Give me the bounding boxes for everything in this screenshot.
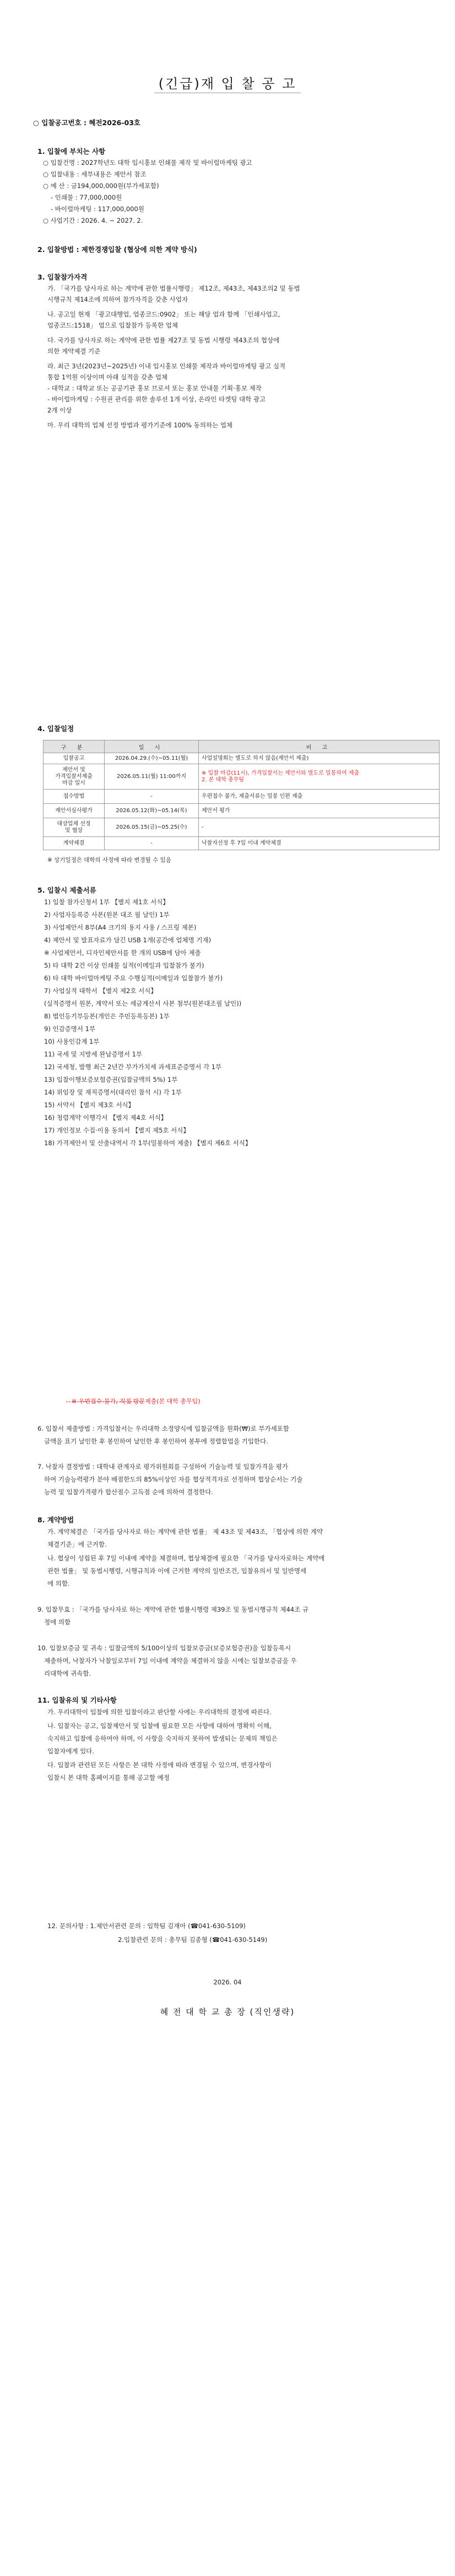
s8-line: 에 의함. bbox=[47, 1580, 70, 1587]
section-1-heading: 1. 입찰에 부치는 사항 bbox=[37, 147, 106, 155]
s9-line: 정에 의함 bbox=[44, 1618, 71, 1626]
s3-line: 나. 공고일 현재 「광고대행업, 업종코드:0902」 또는 해당 업과 함께 「인쇄사업고, bbox=[47, 310, 280, 318]
s1-line: - 인쇄물 : 77,000,000원 bbox=[51, 194, 122, 201]
s5-line: 1) 입찰 참가신청서 1부 【별지 제1호 서식】 bbox=[44, 898, 169, 906]
s5-line: 9) 인감증명서 1부 bbox=[44, 1025, 96, 1033]
cell-date: 2026.04.29.(수)~05.11(월) bbox=[105, 753, 199, 764]
cell-date: 2026.05.15(금)~05.25(수) bbox=[105, 818, 199, 837]
cell-note: 낙찰자선정 후 7일 이내 계약체결 bbox=[199, 837, 440, 850]
column-header: 일 시 bbox=[105, 740, 199, 753]
s12-line: 12. 문의사항 : 1.제안서관련 문의 : 입학팀 김재아 (☎041-630-5109) bbox=[47, 1922, 246, 1930]
s5-line: 6) 타 대학 바이럴마케팅 주요 수행실적(이메일과 입찰참가 불가) bbox=[44, 974, 223, 982]
page-title: (긴급)재 입 찰 공 고 bbox=[158, 76, 297, 92]
section-8-heading: 8. 계약방법 bbox=[37, 1516, 74, 1524]
section-11-heading: 11. 입찰유의 및 기타사항 bbox=[37, 1696, 117, 1704]
s5-line: 16) 청렴계약 이행각서 【별지 제4호 서식】 bbox=[44, 1114, 167, 1121]
section-3-heading: 3. 입찰참가자격 bbox=[37, 273, 88, 281]
s6-line: 6. 입찰서 제출방법 : 가격입찰서는 우리대학 소정양식에 입찰금액을 원화(₩)로 부가세포함 bbox=[37, 1425, 289, 1432]
table-row bbox=[44, 837, 440, 850]
s1-line: ○ 입찰내용 : 세부내용은 제안서 참조 bbox=[43, 170, 147, 178]
cell-date: - bbox=[105, 837, 199, 850]
s3-line: 마. 우리 대학의 업체 선정 방법과 평가기준에 100% 동의하는 업체 bbox=[47, 421, 233, 429]
s1-line: - 바이럴마케팅 : 117,000,000원 bbox=[51, 205, 144, 213]
s10-line: 리대학에 귀속함. bbox=[44, 1670, 91, 1677]
cell-category: 대상업체 선정 및 협상 bbox=[44, 818, 105, 837]
s5-line: 12) 국세청, 발행 최근 2년간 부가가치세 과세표준증명서 각 1부 bbox=[44, 1063, 222, 1071]
section-5-heading: 5. 입찰시 제출서류 bbox=[37, 886, 96, 894]
s7-line: 능력 및 입찰가격평가 합산점수 고득점 순에 의하여 결정한다. bbox=[44, 1488, 213, 1496]
cell-category: 접수방법 bbox=[44, 790, 105, 804]
table-header-row bbox=[44, 740, 440, 753]
cell-date: 2026.05.12(화)~05.14(목) bbox=[105, 804, 199, 818]
section-4-heading: 4. 입찰일정 bbox=[37, 724, 74, 733]
signer: 혜 전 대 학 교 총 장 (직인생략) bbox=[160, 2007, 295, 2017]
cell-note: 사업설명회는 별도로 하지 않음(제안서 제출) bbox=[199, 753, 440, 764]
s11-line: 입찰자에게 있다. bbox=[47, 1747, 95, 1755]
s7-line: 하여 기술능력평가 분야 배점한도의 85%이상인 자를 협상적격자로 선정하며 협상순서는 기술 bbox=[44, 1475, 303, 1483]
cell-date: - bbox=[105, 790, 199, 804]
red-note: ※ 우편접수 불가, 직접 방문제출(본 대학 총무팀) bbox=[72, 1398, 201, 1405]
table-row bbox=[44, 790, 440, 804]
s3-line: 통합 1억원 이상이며 아래 실적을 갖춘 업체 bbox=[47, 373, 168, 381]
column-header: 구 분 bbox=[44, 740, 105, 753]
s3-line: 업종코드:1518」 업으로 입찰참가 등록한 업체 bbox=[47, 321, 178, 329]
s3-line: 의한 계약제결 기준 bbox=[47, 347, 101, 355]
s5-line: 2) 사업자등록증 사본(원본 대조 필 날인) 1부 bbox=[44, 911, 170, 919]
s3-line: 라. 최근 3년(2023년~2025년) 이내 입시홍보 인쇄물 제작과 바이럴마케팅 광고 실적 bbox=[47, 362, 286, 370]
cell-category: 계약체결 bbox=[44, 837, 105, 850]
s3-line: 2개 이상 bbox=[47, 406, 72, 414]
s3-line: - 대학교 : 대학교 또는 공공기관 홍보 브로셔 또는 홍보 안내물 기획·홍보 제작 bbox=[47, 384, 262, 392]
cell-date: 2026.05.11(월) 11:00까지 bbox=[105, 764, 199, 790]
cell-category: 제안서심사평가 bbox=[44, 804, 105, 818]
s8-line: 가. 계약체결은 「국가를 당사자로 하는 계약에 관한 법률」 제 43조 및 제43조, 「협상에 의한 계약 bbox=[47, 1528, 323, 1536]
s1-line: ○ 사업기간 : 2026. 4. ~ 2027. 2. bbox=[43, 217, 143, 224]
cell-note: 우편접수 불가, 제출서류는 밀봉 인편 제출 bbox=[199, 790, 440, 804]
section-2-heading: 2. 입찰방법 : 제한경쟁입찰 (협상에 의한 계약 방식) bbox=[37, 245, 197, 254]
s11-line: 다. 입찰과 관련된 모든 사항은 본 대학 사정에 따라 변경될 수 있으며, 변경사항이 bbox=[47, 1761, 272, 1769]
s10-line: 제출하며, 낙찰자가 낙찰일로부터 7일 이내에 계약을 체결하지 않을 시에는 입찰보증금을 우 bbox=[44, 1657, 297, 1665]
s5-line: ※ 사업제안서, 디자인제안서를 한 개의 USB에 담아 제출 bbox=[44, 949, 201, 957]
cell-note: 제안서 평가 bbox=[199, 804, 440, 818]
s5-line: 13) 입찰이행보증보험증권(입찰금액의 5%) 1부 bbox=[44, 1076, 178, 1083]
announcement-date: 2026. 04 bbox=[213, 1978, 242, 1986]
s9-line: 9. 입찰무효 : 「국가를 당사자로 하는 계약에 관한 법률시행령 제39조 및 동법시행규칙 제44조 규 bbox=[37, 1606, 308, 1613]
cell-category: 입찰공고 bbox=[44, 753, 105, 764]
s12-line: 2.입찰관련 문의 : 총무팀 김종형 (☎041-630-5149) bbox=[118, 1936, 268, 1944]
s5-line: 17) 개인정보 수집·이용 동의서 【별지 제5호 서식】 bbox=[44, 1126, 189, 1134]
s5-line: 5) 타 대학 2건 이상 인쇄물 실적(이메일과 입찰참가 불가) bbox=[44, 962, 204, 969]
table-row bbox=[44, 818, 440, 837]
s5-line: 10) 사용인감계 1부 bbox=[44, 1038, 100, 1045]
s5-line: 7) 사업실적 대학서 【별지 제2호 서식】 bbox=[44, 987, 157, 995]
notice-number: ○ 입찰공고번호 : 혜전2026-03호 bbox=[33, 119, 141, 127]
table-row bbox=[44, 753, 440, 764]
s5-line: 11) 국세 및 지방세 완납증명서 1부 bbox=[44, 1050, 143, 1058]
s3-line: - 바이럴마케팅 : 수원권 관리를 위한 솔루션 1개 이상, 온라인 타겟팅 대학 광고 bbox=[47, 395, 266, 403]
schedule-table bbox=[43, 740, 440, 850]
s5-line: (실적증명서 원본, 계약서 또는 세금계산서 사본 첨부(원본대조필 날인)) bbox=[44, 1000, 242, 1007]
s11-line: 숙지하고 입찰에 응하여야 하며, 이 사항을 숙지하지 못하여 발생되는 문제의 책임은 bbox=[47, 1735, 278, 1742]
column-header: 비 고 bbox=[199, 740, 440, 753]
s5-line: 14) 위임장 및 재직증명서(대리인 참석 시) 각 1부 bbox=[44, 1088, 182, 1096]
s1-line: ○ 예 산 : 금194,000,000원(부가세포함) bbox=[43, 182, 159, 190]
s5-line: 3) 사업제안서 8부(A4 크기의 용지 사용 / 스프링 제본) bbox=[44, 924, 197, 931]
s5-line: 4) 제안서 및 발표자료가 담긴 USB 1개(공간에 업체명 기재) bbox=[44, 936, 212, 944]
s3-line: 가. 「국가를 당사자로 하는 계약에 관한 법률시행령」 제12조, 제43조, 제43조의2 및 동법 bbox=[47, 285, 300, 292]
s11-line: 가. 우리대학이 입찰에 의한 입찰이라고 판단할 사에는 우리대학의 결정에 따른다. bbox=[47, 1708, 272, 1716]
table-row bbox=[44, 804, 440, 818]
schedule-note: ※ 상기일정은 대학의 사정에 따라 변경될 수 있음 bbox=[47, 857, 171, 863]
s6-line: 금액을 표기 날인한 후 봉인하여 날인한 후 봉인하여 봉투에 정렬합업을 기입한다. bbox=[44, 1437, 268, 1445]
s5-line: 18) 가격제안서 및 산출내역서 각 1부(밀봉하여 제출) 【별지 제6호 서식】 bbox=[44, 1139, 252, 1147]
s1-line: ○ 입찰건명 : 2027학년도 대학 입시홍보 인쇄물 제작 및 바이럴마케팅 광고 bbox=[43, 159, 252, 167]
cell-note: ※ 입찰 마감(11시), 가격입찰서는 제안서와 별도로 밀봉하여 제출 2. 본 대학 총무팀 bbox=[199, 764, 440, 790]
s11-line: 입찰시 본 대학 홈페이지를 통해 공고할 예정 bbox=[47, 1774, 170, 1781]
s3-line: 시행규칙 제14조에 의하여 참가자격을 갖춘 사업자 bbox=[47, 296, 188, 303]
s5-line: 15) 서약서 【별지 제3호 서식】 bbox=[44, 1101, 135, 1109]
s10-line: 10. 입찰보증금 및 귀속 : 입찰금액의 5/100이상의 입찰보증금(보증보험증권)을 입찰등록시 bbox=[37, 1644, 291, 1652]
cell-note: - bbox=[199, 818, 440, 837]
s8-line: 나. 협상이 성립된 후 7일 이내에 계약을 체결하며, 협상체결에 필요한 「국가를 당사자로하는 계약에 bbox=[47, 1554, 325, 1562]
s8-line: 관한 법률」 및 동법시행령, 시행규칙과 이에 근거한 계약의 일반조건, 입찰유의서 및 일반명세 bbox=[47, 1567, 307, 1575]
s11-line: 나. 입찰자는 공고, 입찰제안서 및 입찰에 필요한 모든 사항에 대하여 명확히 이해, bbox=[47, 1722, 272, 1730]
s5-line: 8) 법인등기부등본(개인은 주민등록등본) 1부 bbox=[44, 1012, 170, 1020]
s8-line: 체결기준」에 근거함. bbox=[47, 1541, 107, 1548]
s7-line: 7. 낙찰자 결정방법 : 대학내 관계자로 평가위원회를 구성하여 기술능력 및 입찰가격을 평가 bbox=[37, 1463, 288, 1471]
table-row bbox=[44, 764, 440, 790]
s3-line: 다. 국가를 당사자로 하는 계약에 관한 법률 제27조 및 동법 시행령 제43조의 협상에 bbox=[47, 336, 280, 344]
cell-category: 제안서 및 가격입찰서제출 마감 일시 bbox=[44, 764, 105, 790]
